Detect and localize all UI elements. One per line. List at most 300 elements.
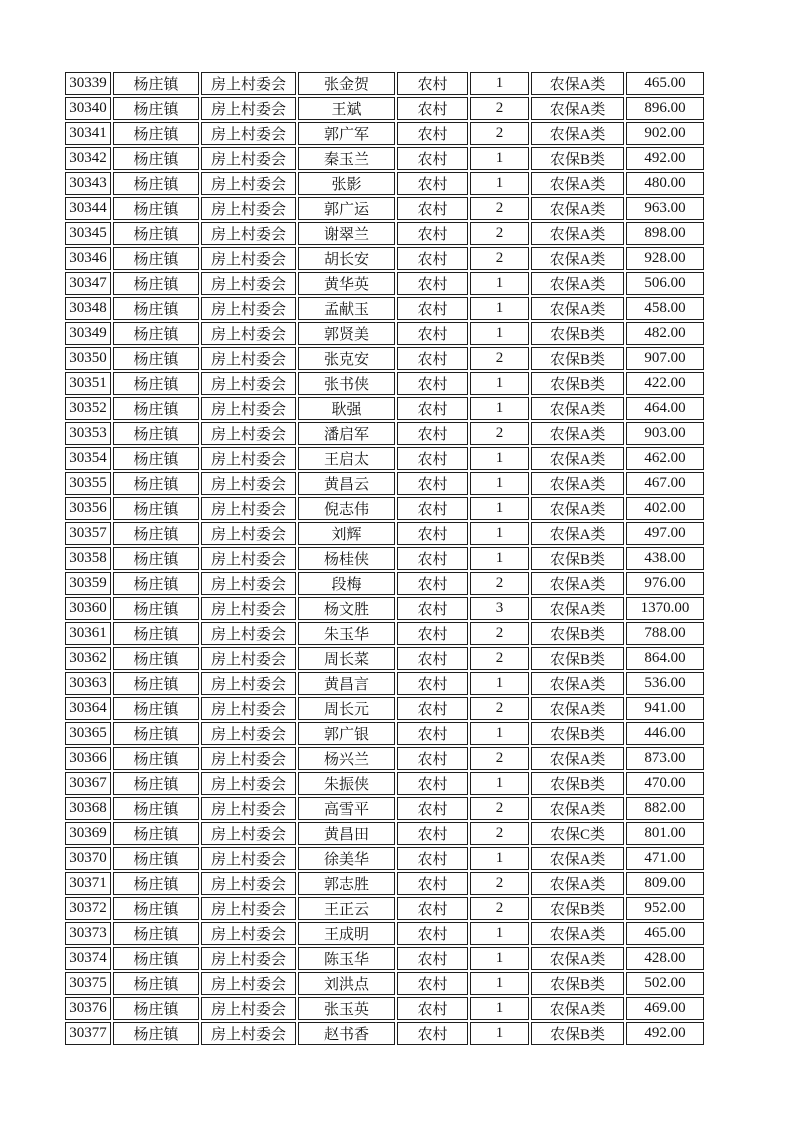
- cell-record-id: 30374: [65, 947, 111, 970]
- cell-amount: 506.00: [626, 272, 704, 295]
- cell-insurance-category: 农保A类: [531, 997, 624, 1020]
- cell-insurance-category: 农保A类: [531, 522, 624, 545]
- cell-record-id: 30376: [65, 997, 111, 1020]
- cell-town: 杨庄镇: [113, 347, 199, 370]
- cell-person-name: 段梅: [298, 572, 395, 595]
- cell-record-id: 30343: [65, 172, 111, 195]
- cell-insurance-category: 农保A类: [531, 272, 624, 295]
- cell-amount: 492.00: [626, 147, 704, 170]
- cell-person-name: 王启太: [298, 447, 395, 470]
- cell-village-committee: 房上村委会: [201, 622, 296, 645]
- cell-residence-type: 农村: [397, 322, 468, 345]
- cell-town: 杨庄镇: [113, 222, 199, 245]
- cell-town: 杨庄镇: [113, 797, 199, 820]
- table-row: [65, 772, 704, 795]
- cell-person-count: 2: [470, 197, 529, 220]
- table-row: [65, 722, 704, 745]
- cell-town: 杨庄镇: [113, 272, 199, 295]
- table-row: [65, 247, 704, 270]
- cell-residence-type: 农村: [397, 497, 468, 520]
- cell-amount: 469.00: [626, 997, 704, 1020]
- cell-person-count: 1: [470, 172, 529, 195]
- cell-amount: 438.00: [626, 547, 704, 570]
- cell-insurance-category: 农保B类: [531, 147, 624, 170]
- cell-village-committee: 房上村委会: [201, 772, 296, 795]
- cell-residence-type: 农村: [397, 872, 468, 895]
- cell-person-count: 2: [470, 572, 529, 595]
- cell-record-id: 30352: [65, 397, 111, 420]
- table-row: [65, 147, 704, 170]
- cell-insurance-category: 农保B类: [531, 622, 624, 645]
- cell-record-id: 30363: [65, 672, 111, 695]
- cell-amount: 482.00: [626, 322, 704, 345]
- cell-amount: 788.00: [626, 622, 704, 645]
- cell-amount: 446.00: [626, 722, 704, 745]
- cell-record-id: 30348: [65, 297, 111, 320]
- cell-person-name: 陈玉华: [298, 947, 395, 970]
- cell-residence-type: 农村: [397, 622, 468, 645]
- table-row: [65, 897, 704, 920]
- cell-person-name: 张影: [298, 172, 395, 195]
- cell-amount: 928.00: [626, 247, 704, 270]
- cell-residence-type: 农村: [397, 422, 468, 445]
- cell-person-count: 1: [470, 297, 529, 320]
- cell-town: 杨庄镇: [113, 772, 199, 795]
- cell-insurance-category: 农保C类: [531, 822, 624, 845]
- cell-person-count: 1: [470, 847, 529, 870]
- cell-village-committee: 房上村委会: [201, 547, 296, 570]
- pension-records-table: [63, 70, 706, 1047]
- cell-town: 杨庄镇: [113, 147, 199, 170]
- cell-person-name: 王成明: [298, 922, 395, 945]
- cell-town: 杨庄镇: [113, 372, 199, 395]
- cell-town: 杨庄镇: [113, 922, 199, 945]
- table-row: [65, 172, 704, 195]
- cell-town: 杨庄镇: [113, 647, 199, 670]
- cell-person-count: 1: [470, 672, 529, 695]
- cell-village-committee: 房上村委会: [201, 297, 296, 320]
- cell-person-count: 1: [470, 397, 529, 420]
- cell-person-count: 1: [470, 447, 529, 470]
- cell-insurance-category: 农保A类: [531, 672, 624, 695]
- cell-village-committee: 房上村委会: [201, 247, 296, 270]
- cell-village-committee: 房上村委会: [201, 947, 296, 970]
- cell-town: 杨庄镇: [113, 997, 199, 1020]
- cell-village-committee: 房上村委会: [201, 322, 296, 345]
- cell-person-name: 杨兴兰: [298, 747, 395, 770]
- cell-insurance-category: 农保A类: [531, 447, 624, 470]
- cell-person-count: 1: [470, 947, 529, 970]
- cell-town: 杨庄镇: [113, 297, 199, 320]
- table-body: [65, 72, 704, 1045]
- cell-record-id: 30359: [65, 572, 111, 595]
- cell-residence-type: 农村: [397, 397, 468, 420]
- table-row: [65, 197, 704, 220]
- cell-town: 杨庄镇: [113, 472, 199, 495]
- cell-village-committee: 房上村委会: [201, 147, 296, 170]
- cell-record-id: 30375: [65, 972, 111, 995]
- cell-record-id: 30341: [65, 122, 111, 145]
- cell-town: 杨庄镇: [113, 872, 199, 895]
- cell-amount: 903.00: [626, 422, 704, 445]
- cell-amount: 458.00: [626, 297, 704, 320]
- cell-person-count: 2: [470, 347, 529, 370]
- cell-village-committee: 房上村委会: [201, 72, 296, 95]
- table-row: [65, 972, 704, 995]
- cell-amount: 497.00: [626, 522, 704, 545]
- cell-record-id: 30373: [65, 922, 111, 945]
- cell-person-count: 1: [470, 372, 529, 395]
- cell-town: 杨庄镇: [113, 397, 199, 420]
- cell-insurance-category: 农保B类: [531, 1022, 624, 1045]
- cell-person-name: 刘辉: [298, 522, 395, 545]
- cell-insurance-category: 农保B类: [531, 897, 624, 920]
- cell-village-committee: 房上村委会: [201, 172, 296, 195]
- cell-village-committee: 房上村委会: [201, 397, 296, 420]
- cell-record-id: 30370: [65, 847, 111, 870]
- table-row: [65, 747, 704, 770]
- cell-town: 杨庄镇: [113, 672, 199, 695]
- cell-person-count: 2: [470, 222, 529, 245]
- table-row: [65, 472, 704, 495]
- cell-insurance-category: 农保A类: [531, 172, 624, 195]
- cell-person-name: 黄昌言: [298, 672, 395, 695]
- cell-residence-type: 农村: [397, 372, 468, 395]
- cell-record-id: 30357: [65, 522, 111, 545]
- cell-amount: 976.00: [626, 572, 704, 595]
- cell-person-name: 郭广银: [298, 722, 395, 745]
- cell-village-committee: 房上村委会: [201, 197, 296, 220]
- cell-residence-type: 农村: [397, 947, 468, 970]
- cell-town: 杨庄镇: [113, 572, 199, 595]
- cell-amount: 864.00: [626, 647, 704, 670]
- cell-person-name: 黄华英: [298, 272, 395, 295]
- cell-village-committee: 房上村委会: [201, 97, 296, 120]
- cell-residence-type: 农村: [397, 572, 468, 595]
- table-row: [65, 872, 704, 895]
- cell-amount: 801.00: [626, 822, 704, 845]
- cell-record-id: 30356: [65, 497, 111, 520]
- cell-village-committee: 房上村委会: [201, 372, 296, 395]
- cell-village-committee: 房上村委会: [201, 672, 296, 695]
- cell-village-committee: 房上村委会: [201, 572, 296, 595]
- cell-town: 杨庄镇: [113, 947, 199, 970]
- cell-residence-type: 农村: [397, 447, 468, 470]
- cell-town: 杨庄镇: [113, 447, 199, 470]
- table-row: [65, 372, 704, 395]
- cell-insurance-category: 农保A类: [531, 197, 624, 220]
- cell-person-name: 张书侠: [298, 372, 395, 395]
- cell-amount: 536.00: [626, 672, 704, 695]
- cell-town: 杨庄镇: [113, 1022, 199, 1045]
- table-row: [65, 697, 704, 720]
- cell-insurance-category: 农保A类: [531, 497, 624, 520]
- cell-person-count: 1: [470, 272, 529, 295]
- cell-amount: 470.00: [626, 772, 704, 795]
- cell-residence-type: 农村: [397, 472, 468, 495]
- cell-record-id: 30367: [65, 772, 111, 795]
- cell-village-committee: 房上村委会: [201, 797, 296, 820]
- cell-residence-type: 农村: [397, 697, 468, 720]
- cell-residence-type: 农村: [397, 647, 468, 670]
- cell-record-id: 30345: [65, 222, 111, 245]
- cell-amount: 462.00: [626, 447, 704, 470]
- cell-amount: 941.00: [626, 697, 704, 720]
- cell-person-count: 2: [470, 822, 529, 845]
- cell-person-count: 2: [470, 647, 529, 670]
- table-row: [65, 997, 704, 1020]
- cell-amount: 492.00: [626, 1022, 704, 1045]
- cell-village-committee: 房上村委会: [201, 522, 296, 545]
- cell-insurance-category: 农保A类: [531, 747, 624, 770]
- cell-insurance-category: 农保A类: [531, 397, 624, 420]
- cell-residence-type: 农村: [397, 997, 468, 1020]
- cell-person-count: 1: [470, 547, 529, 570]
- cell-town: 杨庄镇: [113, 197, 199, 220]
- cell-person-name: 徐美华: [298, 847, 395, 870]
- cell-town: 杨庄镇: [113, 597, 199, 620]
- cell-village-committee: 房上村委会: [201, 972, 296, 995]
- cell-insurance-category: 农保A类: [531, 597, 624, 620]
- cell-amount: 471.00: [626, 847, 704, 870]
- cell-amount: 480.00: [626, 172, 704, 195]
- cell-residence-type: 农村: [397, 797, 468, 820]
- cell-person-name: 杨文胜: [298, 597, 395, 620]
- cell-town: 杨庄镇: [113, 522, 199, 545]
- cell-residence-type: 农村: [397, 222, 468, 245]
- cell-person-name: 杨桂侠: [298, 547, 395, 570]
- table-row: [65, 272, 704, 295]
- cell-person-count: 2: [470, 872, 529, 895]
- cell-person-name: 张玉英: [298, 997, 395, 1020]
- cell-record-id: 30361: [65, 622, 111, 645]
- cell-person-count: 2: [470, 622, 529, 645]
- cell-residence-type: 农村: [397, 822, 468, 845]
- cell-amount: 422.00: [626, 372, 704, 395]
- cell-person-count: 1: [470, 1022, 529, 1045]
- table-row: [65, 947, 704, 970]
- cell-person-count: 1: [470, 472, 529, 495]
- table-row: [65, 97, 704, 120]
- cell-village-committee: 房上村委会: [201, 747, 296, 770]
- cell-residence-type: 农村: [397, 272, 468, 295]
- cell-village-committee: 房上村委会: [201, 597, 296, 620]
- cell-person-name: 倪志伟: [298, 497, 395, 520]
- cell-amount: 902.00: [626, 122, 704, 145]
- cell-village-committee: 房上村委会: [201, 997, 296, 1020]
- cell-insurance-category: 农保B类: [531, 647, 624, 670]
- cell-record-id: 30342: [65, 147, 111, 170]
- cell-person-count: 2: [470, 422, 529, 445]
- cell-insurance-category: 农保A类: [531, 222, 624, 245]
- cell-insurance-category: 农保A类: [531, 297, 624, 320]
- cell-residence-type: 农村: [397, 672, 468, 695]
- cell-residence-type: 农村: [397, 847, 468, 870]
- table-row: [65, 72, 704, 95]
- cell-amount: 882.00: [626, 797, 704, 820]
- cell-person-name: 张金贺: [298, 72, 395, 95]
- cell-town: 杨庄镇: [113, 747, 199, 770]
- cell-record-id: 30369: [65, 822, 111, 845]
- cell-insurance-category: 农保A类: [531, 697, 624, 720]
- cell-person-count: 2: [470, 97, 529, 120]
- table-row: [65, 847, 704, 870]
- cell-village-committee: 房上村委会: [201, 272, 296, 295]
- cell-insurance-category: 农保A类: [531, 422, 624, 445]
- cell-town: 杨庄镇: [113, 722, 199, 745]
- cell-amount: 465.00: [626, 922, 704, 945]
- cell-record-id: 30349: [65, 322, 111, 345]
- cell-residence-type: 农村: [397, 247, 468, 270]
- cell-record-id: 30364: [65, 697, 111, 720]
- cell-record-id: 30350: [65, 347, 111, 370]
- table-row: [65, 347, 704, 370]
- cell-record-id: 30339: [65, 72, 111, 95]
- table-row: [65, 422, 704, 445]
- cell-person-name: 郭广运: [298, 197, 395, 220]
- cell-insurance-category: 农保B类: [531, 972, 624, 995]
- cell-residence-type: 农村: [397, 122, 468, 145]
- cell-insurance-category: 农保A类: [531, 872, 624, 895]
- table-row: [65, 572, 704, 595]
- cell-person-name: 谢翠兰: [298, 222, 395, 245]
- cell-village-committee: 房上村委会: [201, 347, 296, 370]
- table-row: [65, 297, 704, 320]
- table-row: [65, 522, 704, 545]
- cell-town: 杨庄镇: [113, 897, 199, 920]
- cell-town: 杨庄镇: [113, 822, 199, 845]
- table-row: [65, 797, 704, 820]
- cell-residence-type: 农村: [397, 747, 468, 770]
- cell-person-count: 2: [470, 797, 529, 820]
- table-row: [65, 447, 704, 470]
- cell-person-name: 刘洪点: [298, 972, 395, 995]
- cell-record-id: 30354: [65, 447, 111, 470]
- cell-person-name: 郭贤美: [298, 322, 395, 345]
- cell-record-id: 30377: [65, 1022, 111, 1045]
- cell-person-name: 王斌: [298, 97, 395, 120]
- cell-town: 杨庄镇: [113, 97, 199, 120]
- cell-insurance-category: 农保B类: [531, 722, 624, 745]
- table-row: [65, 222, 704, 245]
- cell-person-name: 王正云: [298, 897, 395, 920]
- cell-insurance-category: 农保A类: [531, 247, 624, 270]
- cell-residence-type: 农村: [397, 772, 468, 795]
- cell-person-count: 1: [470, 522, 529, 545]
- cell-town: 杨庄镇: [113, 497, 199, 520]
- cell-person-count: 1: [470, 997, 529, 1020]
- cell-amount: 467.00: [626, 472, 704, 495]
- cell-person-name: 孟献玉: [298, 297, 395, 320]
- cell-insurance-category: 农保B类: [531, 547, 624, 570]
- cell-residence-type: 农村: [397, 347, 468, 370]
- cell-person-name: 郭志胜: [298, 872, 395, 895]
- cell-town: 杨庄镇: [113, 122, 199, 145]
- cell-record-id: 30353: [65, 422, 111, 445]
- cell-person-name: 秦玉兰: [298, 147, 395, 170]
- cell-village-committee: 房上村委会: [201, 722, 296, 745]
- cell-amount: 809.00: [626, 872, 704, 895]
- cell-town: 杨庄镇: [113, 72, 199, 95]
- cell-residence-type: 农村: [397, 97, 468, 120]
- table-row: [65, 122, 704, 145]
- cell-person-name: 耿强: [298, 397, 395, 420]
- cell-town: 杨庄镇: [113, 247, 199, 270]
- table-row: [65, 1022, 704, 1045]
- cell-village-committee: 房上村委会: [201, 447, 296, 470]
- table-row: [65, 497, 704, 520]
- cell-village-committee: 房上村委会: [201, 647, 296, 670]
- table-row: [65, 622, 704, 645]
- table-row: [65, 397, 704, 420]
- cell-insurance-category: 农保A类: [531, 72, 624, 95]
- cell-residence-type: 农村: [397, 897, 468, 920]
- cell-person-name: 潘启军: [298, 422, 395, 445]
- cell-residence-type: 农村: [397, 172, 468, 195]
- table-row: [65, 672, 704, 695]
- cell-insurance-category: 农保A类: [531, 922, 624, 945]
- cell-village-committee: 房上村委会: [201, 122, 296, 145]
- cell-insurance-category: 农保A类: [531, 472, 624, 495]
- cell-person-name: 黄昌田: [298, 822, 395, 845]
- cell-record-id: 30366: [65, 747, 111, 770]
- cell-insurance-category: 农保A类: [531, 847, 624, 870]
- cell-record-id: 30346: [65, 247, 111, 270]
- cell-village-committee: 房上村委会: [201, 822, 296, 845]
- cell-person-count: 1: [470, 922, 529, 945]
- table-row: [65, 647, 704, 670]
- cell-person-count: 1: [470, 722, 529, 745]
- cell-record-id: 30368: [65, 797, 111, 820]
- table-row: [65, 547, 704, 570]
- cell-village-committee: 房上村委会: [201, 222, 296, 245]
- cell-person-count: 1: [470, 72, 529, 95]
- cell-insurance-category: 农保B类: [531, 372, 624, 395]
- cell-insurance-category: 农保A类: [531, 572, 624, 595]
- cell-residence-type: 农村: [397, 722, 468, 745]
- cell-village-committee: 房上村委会: [201, 872, 296, 895]
- cell-amount: 502.00: [626, 972, 704, 995]
- cell-person-count: 3: [470, 597, 529, 620]
- cell-village-committee: 房上村委会: [201, 422, 296, 445]
- cell-town: 杨庄镇: [113, 422, 199, 445]
- cell-person-name: 郭广军: [298, 122, 395, 145]
- cell-person-count: 2: [470, 697, 529, 720]
- cell-record-id: 30344: [65, 197, 111, 220]
- cell-person-count: 1: [470, 497, 529, 520]
- cell-amount: 907.00: [626, 347, 704, 370]
- table-row: [65, 922, 704, 945]
- cell-record-id: 30340: [65, 97, 111, 120]
- cell-amount: 896.00: [626, 97, 704, 120]
- cell-amount: 952.00: [626, 897, 704, 920]
- cell-residence-type: 农村: [397, 1022, 468, 1045]
- cell-record-id: 30371: [65, 872, 111, 895]
- cell-person-name: 周长菜: [298, 647, 395, 670]
- cell-record-id: 30355: [65, 472, 111, 495]
- cell-village-committee: 房上村委会: [201, 697, 296, 720]
- table-row: [65, 322, 704, 345]
- cell-village-committee: 房上村委会: [201, 847, 296, 870]
- cell-village-committee: 房上村委会: [201, 922, 296, 945]
- cell-record-id: 30360: [65, 597, 111, 620]
- cell-amount: 963.00: [626, 197, 704, 220]
- cell-person-count: 1: [470, 772, 529, 795]
- cell-amount: 428.00: [626, 947, 704, 970]
- cell-residence-type: 农村: [397, 972, 468, 995]
- cell-amount: 898.00: [626, 222, 704, 245]
- cell-insurance-category: 农保B类: [531, 347, 624, 370]
